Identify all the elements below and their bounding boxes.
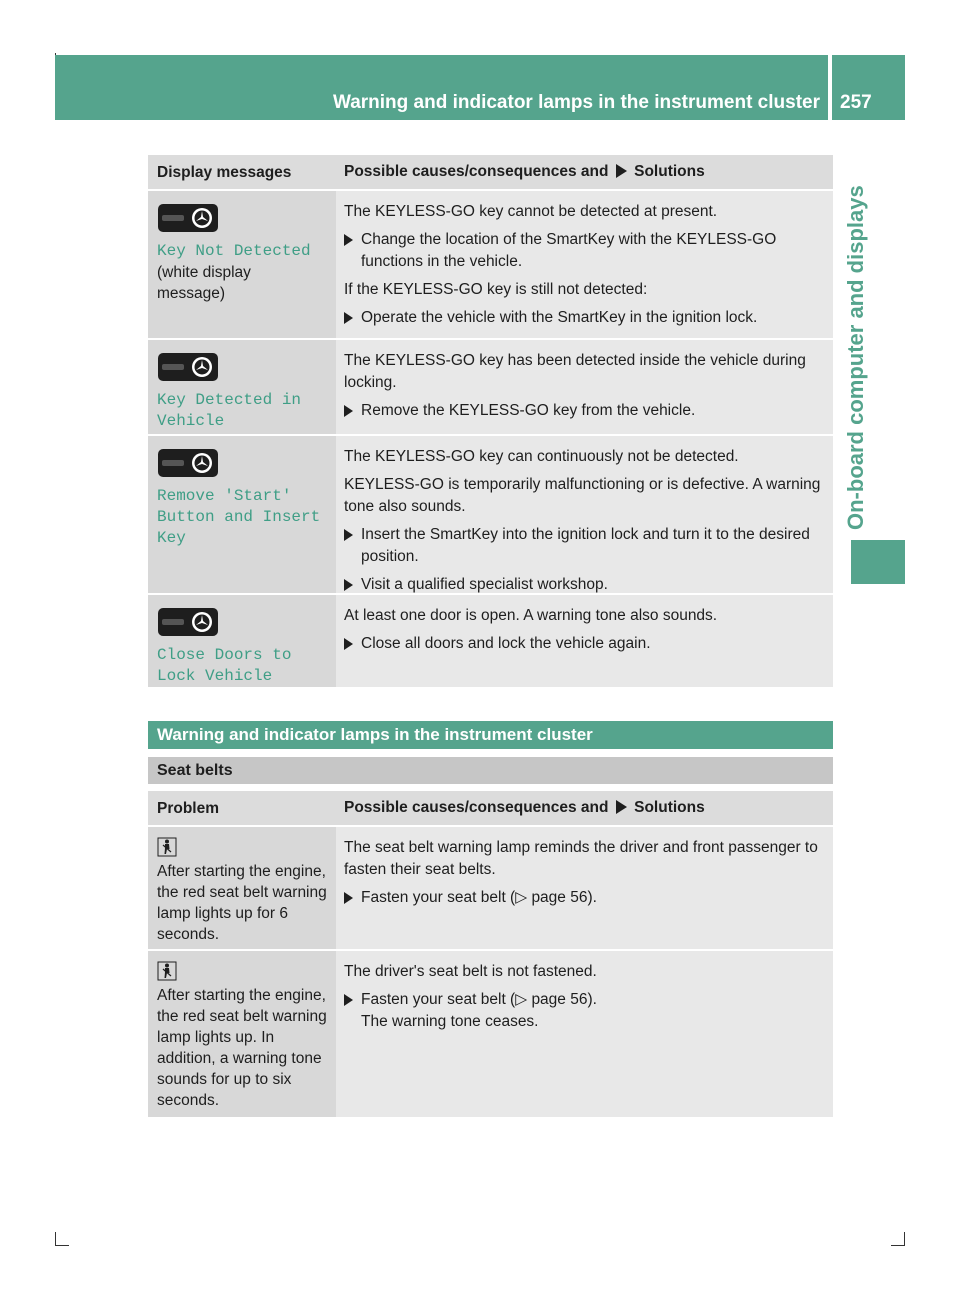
chapter-side-block bbox=[851, 540, 905, 584]
display-message-text: Key Detected in Vehicle bbox=[157, 391, 302, 430]
crop-mark bbox=[891, 1245, 905, 1246]
header-text: Solutions bbox=[634, 799, 705, 816]
header-separator bbox=[828, 55, 832, 120]
problem-text: After starting the engine, the red seat belt warning lamp lights up for 6 seconds. bbox=[157, 863, 327, 943]
running-header-title: Warning and indicator lamps in the instrument cluster bbox=[332, 92, 820, 113]
table-row bbox=[148, 340, 833, 436]
problem-cell bbox=[148, 951, 336, 1117]
message-cell bbox=[148, 340, 336, 434]
cause-text: If the KEYLESS-GO key is still not detected: bbox=[344, 281, 648, 298]
solution-cell bbox=[336, 436, 833, 593]
keyless-go-key-icon bbox=[157, 448, 219, 478]
display-message-text: Remove 'Start' Button and Insert Key bbox=[157, 487, 321, 547]
solution-step: Operate the vehicle with the SmartKey in the ignition lock. bbox=[344, 307, 829, 329]
arrow-right-icon bbox=[616, 800, 627, 814]
arrow-right-icon bbox=[616, 164, 627, 178]
column-header-display-messages: Display messages bbox=[157, 163, 292, 181]
crop-mark bbox=[55, 1232, 56, 1246]
cause-text: KEYLESS-GO is temporarily malfunctioning or is defective. A warning tone also sounds. bbox=[344, 476, 821, 515]
solution-cell bbox=[336, 191, 833, 338]
solution-cell bbox=[336, 827, 833, 949]
header-text: Possible causes/consequences and bbox=[344, 163, 609, 180]
cause-text: The driver's seat belt is not fastened. bbox=[344, 963, 597, 980]
keyless-go-key-icon bbox=[157, 203, 219, 233]
page-number: 257 bbox=[840, 92, 872, 113]
cause-text: The KEYLESS-GO key has been detected inside the vehicle during locking. bbox=[344, 352, 806, 391]
cause-text: The KEYLESS-GO key can continuously not be detected. bbox=[344, 448, 739, 465]
problem-text: After starting the engine, the red seat belt warning lamp lights up. In addition, a warning tone sounds for up to six seconds. bbox=[157, 987, 327, 1109]
column-header-causes bbox=[336, 161, 833, 183]
table-header-row bbox=[148, 791, 833, 827]
message-note: (white display message) bbox=[157, 264, 251, 302]
table-row bbox=[148, 951, 833, 1119]
table-header-row bbox=[148, 155, 833, 191]
problem-cell bbox=[148, 827, 336, 949]
table-row bbox=[148, 191, 833, 340]
solution-step: Remove the KEYLESS-GO key from the vehicle. bbox=[344, 400, 829, 422]
column-header-problem: Problem bbox=[157, 799, 220, 817]
message-cell bbox=[148, 436, 336, 593]
header-text: Solutions bbox=[634, 163, 705, 180]
header-text: Possible causes/consequences and bbox=[344, 799, 609, 816]
solution-step: Close all doors and lock the vehicle again. bbox=[344, 633, 829, 655]
crop-mark bbox=[904, 1232, 905, 1246]
crop-mark bbox=[55, 1245, 69, 1246]
chapter-side-tab: On-board computer and displays bbox=[843, 185, 868, 530]
message-cell bbox=[148, 595, 336, 687]
seat-belts-table bbox=[148, 791, 833, 1119]
solution-step: Fasten your seat belt (▷ page 56). bbox=[344, 887, 829, 909]
section-title: Warning and indicator lamps in the instrument cluster bbox=[148, 721, 833, 749]
message-cell bbox=[148, 191, 336, 338]
table-row bbox=[148, 595, 833, 689]
cause-text: At least one door is open. A warning tone also sounds. bbox=[344, 607, 718, 624]
solution-step: Visit a qualified specialist workshop. bbox=[344, 574, 829, 596]
cause-text: The KEYLESS-GO key cannot be detected at present. bbox=[344, 203, 718, 220]
solution-step: Change the location of the SmartKey with the KEYLESS-GO functions in the vehicle. bbox=[344, 229, 829, 273]
solution-cell bbox=[336, 340, 833, 434]
solution-step bbox=[344, 989, 829, 1033]
table-row bbox=[148, 827, 833, 951]
solution-step: Insert the SmartKey into the ignition lock and turn it to the desired position. bbox=[344, 524, 829, 568]
solution-cell bbox=[336, 595, 833, 687]
column-header-causes bbox=[336, 797, 833, 819]
seat-belt-icon bbox=[157, 837, 177, 857]
table-row bbox=[148, 436, 833, 595]
subsection-title: Seat belts bbox=[148, 757, 833, 784]
keyless-go-key-icon bbox=[157, 352, 219, 382]
seat-belt-icon bbox=[157, 961, 177, 981]
solution-cell bbox=[336, 951, 833, 1117]
cause-text: The seat belt warning lamp reminds the driver and front passenger to fasten their seat belts. bbox=[344, 839, 818, 878]
solution-step-text: Fasten your seat belt (▷ page 56). bbox=[361, 991, 597, 1008]
display-messages-table bbox=[148, 155, 833, 689]
keyless-go-key-icon bbox=[157, 607, 219, 637]
solution-step-text: The warning tone ceases. bbox=[361, 1013, 539, 1030]
display-message-text: Key Not Detected bbox=[157, 242, 311, 260]
display-message-text: Close Doors to Lock Vehicle bbox=[157, 646, 292, 685]
